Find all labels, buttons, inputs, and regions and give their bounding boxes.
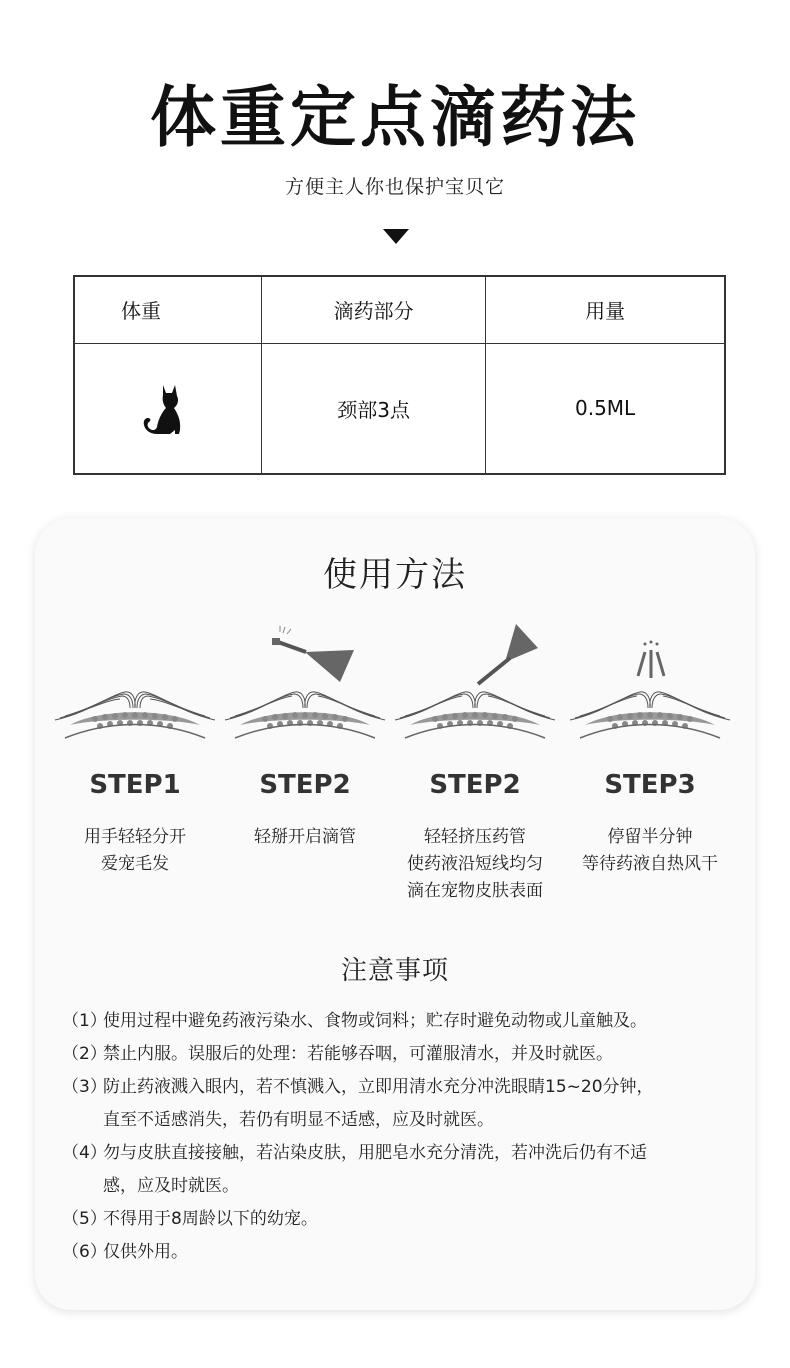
cell-amount: 0.5ML	[486, 343, 725, 474]
notice-item: （1） 使用过程中避免药液污染水、食物或饲料；贮存时避免动物或儿童触及。	[62, 1011, 647, 1031]
tube-squeeze-icon	[390, 620, 560, 750]
notice-item: （4） 勿与皮肤直接接触，若沾染皮肤，用肥皂水充分清洗，若冲洗后仍有不适 感，应及时就医。	[62, 1143, 647, 1196]
step-3-label: STEP2	[429, 770, 521, 800]
step-2-label: STEP2	[259, 770, 351, 800]
notice-item: （3） 防止药液溅入眼内，若不慎溅入，立即用清水充分冲洗眼睛15~20分钟， 直至不适感消失，若仍有明显不适感，应及时就医。	[62, 1077, 654, 1130]
step-4-label: STEP3	[604, 770, 696, 800]
step-1-description: 用手轻轻分开 爱宠毛发	[84, 827, 186, 874]
fur-parting-icon	[50, 620, 220, 750]
step-1-label: STEP1	[89, 770, 181, 800]
table-row	[74, 343, 725, 474]
step-3-description: 轻轻挤压药管 使药液沿短线均匀 滴在宠物皮肤表面	[407, 827, 543, 901]
air-dry-icon	[565, 620, 735, 750]
page-title: 体重定点滴药法	[150, 79, 640, 156]
cell-site: 颈部3点	[262, 343, 486, 474]
header-amount: 用量	[486, 276, 725, 343]
notice-item: （2） 禁止内服。误服后的处理：若能够吞咽，可灌服清水，并及时就医。	[62, 1044, 613, 1064]
usage-title: 使用方法	[323, 555, 467, 595]
step-4-description: 停留半分钟 等待药液自热风干	[582, 827, 718, 874]
notice-title: 注意事项	[340, 956, 449, 986]
header-weight: 体重	[74, 276, 262, 343]
cat-silhouette-icon	[135, 380, 185, 436]
notice-item: （6） 仅供外用。	[62, 1242, 188, 1262]
dosage-table	[73, 275, 726, 475]
step-2-description: 轻掰开启滴管	[254, 827, 356, 847]
header-site: 滴药部分	[262, 276, 486, 343]
cell-weight	[74, 343, 262, 474]
table-header-row	[74, 276, 725, 343]
notice-item: （5） 不得用于8周龄以下的幼宠。	[62, 1209, 318, 1229]
tube-open-icon	[220, 620, 390, 750]
page-subtitle: 方便主人你也保护宝贝它	[284, 176, 505, 198]
notice-list	[62, 1005, 742, 1269]
triangle-down-icon	[383, 229, 409, 244]
